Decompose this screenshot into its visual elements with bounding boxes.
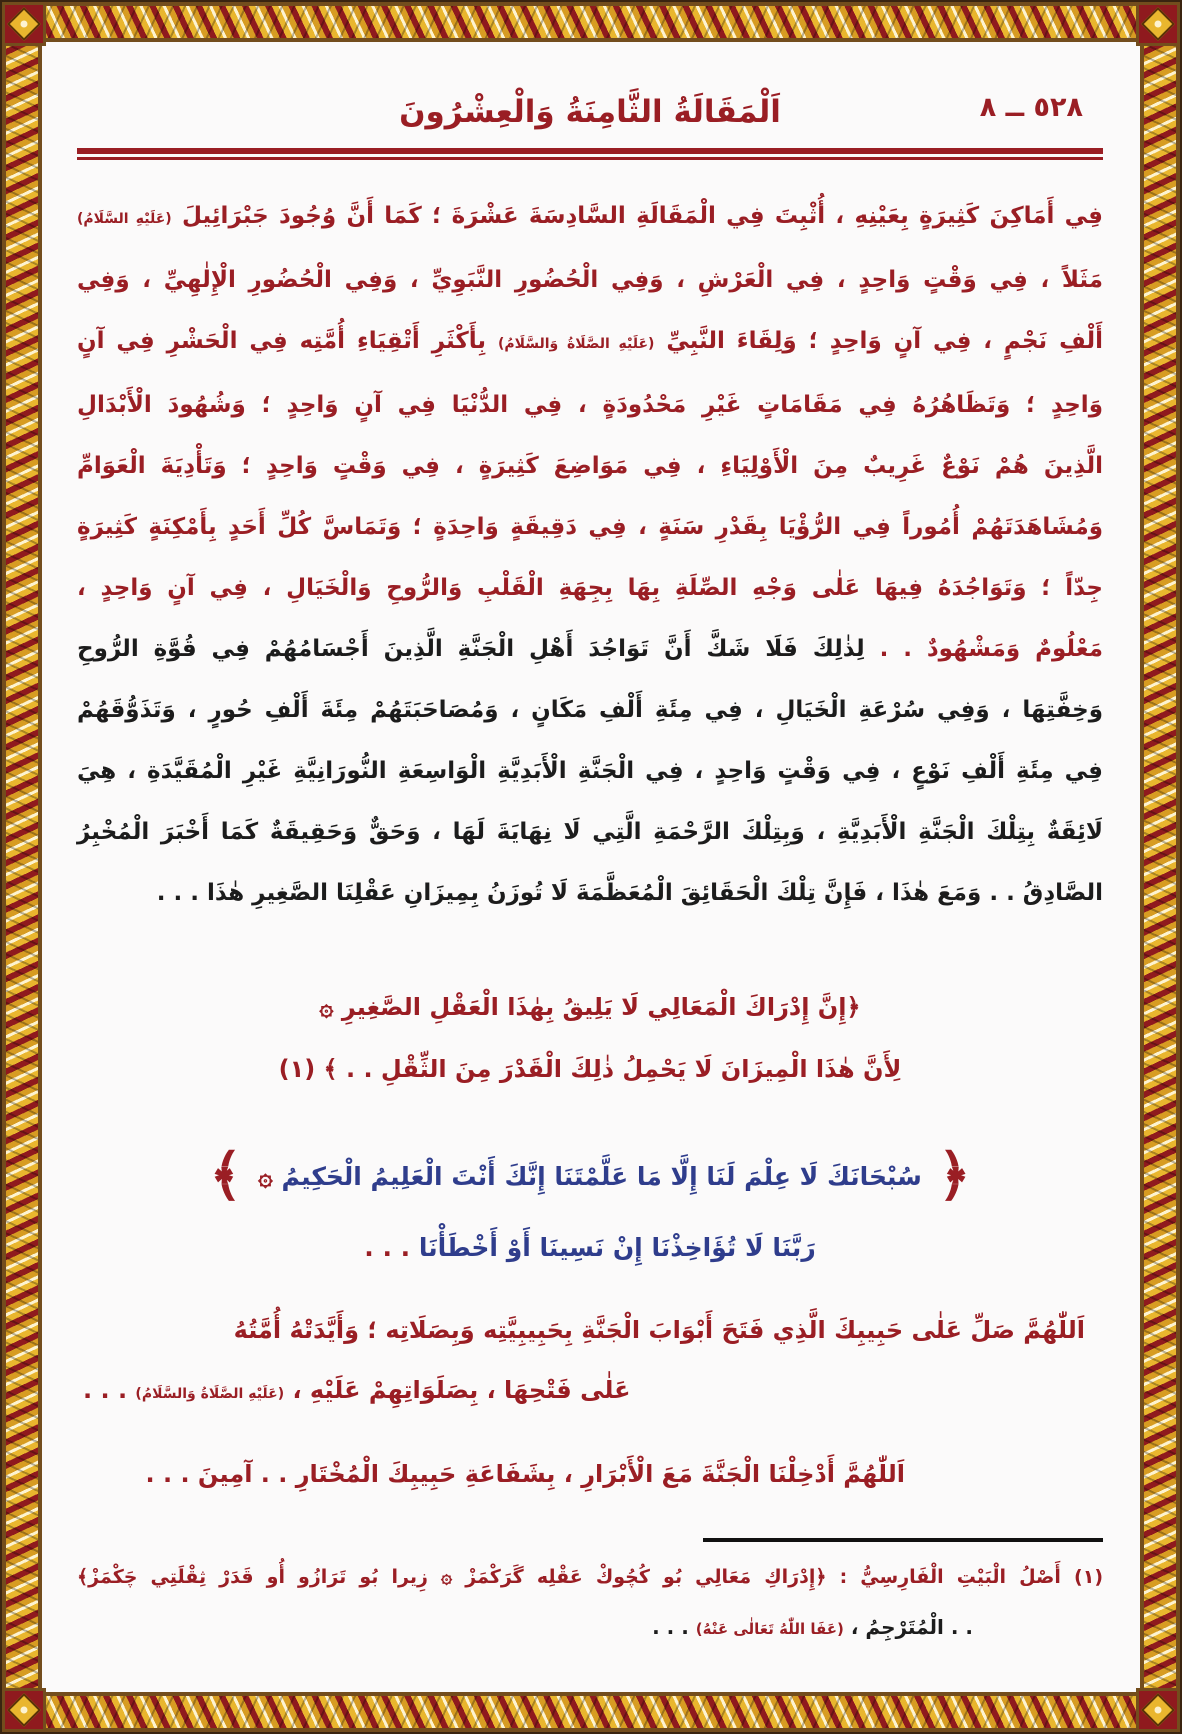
body-line: وَخِفَّتِهَا ، وَفِي سُرْعَةِ الْخَيَالِ ، فِي مِئَةِ أَلْفِ مَكَانٍ ، وَمُصَاحَبَتَهُمْ مِئَةَ أَلْفِ حُورٍ ، وَتَذَوُّقَهُمْ: [77, 697, 1103, 723]
body-line: لَائِقَةٌ بِتِلْكَ الْجَنَّةِ الْأَبَدِيَّةِ ، وَبِتِلْكَ الرَّحْمَةِ الَّتِي لَا نِهَايَةَ لَهَا ، وَحَقٌّ وَحَقِيقَةٌ كَمَا أَخْبَرَ الْمُخْبِرُ: [77, 819, 1103, 845]
body-line-black-segment: لِذٰلِكَ فَلَا شَكَّ أَنَّ تَوَاجُدَ أَهْلِ الْجَنَّةِ الَّذِينَ أَجْسَامُهُمْ فِي قُوَّةِ الرُّوحِ: [77, 636, 865, 662]
border-top-braid: [2, 2, 1180, 42]
honorific-seal: (عَلَيْهِ الصَّلَاةُ وَالسَّلَامُ): [135, 1386, 285, 1402]
dua-line-text: عَلٰى فَتْحِهَا ، بِصَلَوَاتِهِمْ عَلَيْهِ ،: [292, 1376, 631, 1404]
verse-couplet: [77, 976, 1103, 1100]
body-line: جِدّاً ؛ وَتَوَاجُدَهُ فِيهَا عَلٰى وَجْهِ الصِّلَةِ بِهَا بِجِهَةِ الْقَلْبِ وَالرُّوحِ وَالْخَيَالِ ، فِي آنٍ وَاحِدٍ ،: [77, 575, 1103, 601]
ornate-bracket-open-icon: ﴿: [937, 1143, 971, 1208]
ellipsis-dots: . . .: [652, 1615, 689, 1639]
border-left-braid: [2, 2, 42, 1732]
page-number: ٥٢٨ ــ ٨: [979, 92, 1083, 123]
body-line: وَاحِدٍ ؛ وَتَظَاهُرُهُ فِي مَقَامَاتٍ غَيْرِ مَحْدُودَةٍ ، فِي الدُّنْيَا فِي آنٍ وَاحِدٍ ؛ وَشُهُودَ الْأَبْدَالِ: [77, 392, 1103, 418]
quran-verse-words: سُبْحَانَكَ لَا عِلْمَ لَنَا إِلَّا مَا عَلَّمْتَنَا إِنَّكَ أَنْتَ الْعَلِيمُ الْحَكِيمُ: [281, 1161, 922, 1191]
body-line-text: أَلْفِ نَجْمٍ ، فِي آنٍ وَاحِدٍ ؛ وَلِقَاءَ النَّبِيِّ: [666, 328, 1103, 354]
quran-section: [77, 1140, 1103, 1276]
corner-rosette-icon: [2, 2, 46, 46]
body-paragraph: [77, 186, 1103, 924]
quran-verse-row: [77, 1140, 1103, 1212]
couplet-line: لِأَنَّ هٰذَا الْمِيزَانَ لَا يَحْمِلُ ذٰلِكَ الْقَدْرَ مِنَ الثِّقْلِ . . ﴾ (١): [278, 1055, 902, 1083]
ellipsis-dots: . . .: [364, 1233, 411, 1262]
body-line-mixed: [77, 619, 1103, 680]
body-line: مَثَلاً ، فِي وَقْتٍ وَاحِدٍ ، فِي الْعَرْشِ ، وَفِي الْحُضُورِ النَّبَوِيِّ ، وَفِي الْحُضُورِ الْإِلٰهِيِّ ، وَفِي: [77, 267, 1103, 293]
footnote-separator: [703, 1538, 1103, 1542]
footnote-text: . . الْمُتَرْجِمُ ،: [850, 1615, 973, 1639]
honorific-seal: (عَلَيْهِ السَّلَامُ): [77, 211, 172, 227]
corner-rosette-icon: [2, 1688, 46, 1732]
footnote-line: [77, 1604, 1103, 1652]
dua-line: اَللّٰهُمَّ صَلِّ عَلٰى حَبِيبِكَ الَّذِي فَتَحَ أَبْوَابَ الْجَنَّةِ بِحَبِيبِيَّتِه وَبِصَلَاتِه ؛ وَأَيَّدَتْهُ أُمَّتُهُ: [233, 1316, 1085, 1344]
body-line: وَمُشَاهَدَتَهُمْ أُمُوراً فِي الرُّؤْيَا بِقَدْرِ سَنَةٍ ، فِي دَقِيقَةٍ وَاحِدَةٍ ؛ وَتَمَاسَّ كُلِّ أَحَدٍ بِأَمْكِنَةٍ كَثِيرَةٍ: [77, 514, 1103, 540]
corner-rosette-icon: [1136, 1688, 1180, 1732]
body-line-text: فِي أَمَاكِنَ كَثِيرَةٍ بِعَيْنِهِ ، أُثْبِتَ فِي الْمَقَالَةِ السَّادِسَةَ عَشْرَةَ ؛ كَمَا أَنَّ وُجُودَ جَبْرَائِيلَ: [182, 203, 1103, 229]
dua-paragraph: [77, 1300, 1103, 1424]
ornate-bracket-close-icon: ﴾: [209, 1143, 243, 1208]
quran-verse-words: رَبَّنَا لَا تُؤَاخِذْنَا إِنْ نَسِينَا أَوْ أَخْطَأْنَا: [418, 1233, 816, 1262]
quran-verse-text: [258, 1162, 922, 1191]
dua-line: [77, 1360, 1103, 1424]
body-line-red-segment: مَعْلُومٌ وَمَشْهُودٌ . .: [879, 636, 1103, 662]
honorific-seal: (عَلَيْهِ الصَّلَاةُ وَالسَّلَامُ): [497, 336, 655, 352]
page-header: [77, 86, 1103, 138]
body-line: [77, 311, 1103, 375]
rub-el-hizb-icon: ۞: [258, 1161, 273, 1191]
body-line: الَّذِينَ هُمْ نَوْعٌ غَرِيبٌ مِنَ الْأَوْلِيَاءِ ، فِي مَوَاضِعَ كَثِيرَةٍ ، فِي وَقْتٍ وَاحِدٍ ؛ وَتَأْدِيَةَ الْعَوَامِّ: [77, 453, 1103, 479]
body-line: [77, 186, 1103, 250]
corner-rosette-icon: [1136, 2, 1180, 46]
body-line: الصَّادِقُ . . وَمَعَ هٰذَا ، فَإِنَّ تِلْكَ الْحَقَائِقَ الْمُعَظَّمَةَ لَا تُوزَنُ بِمِيزَانِ عَقْلِنَا الصَّغِيرِ هٰذَا . . .: [156, 880, 1103, 906]
footnote-line: (١) أَصْلُ الْبَيْتِ الْفَارِسِيُّ : ﴿إِدْرَاكِ مَعَالِي بُو كُچُوكْ عَقْلِه گَرَكْمَزْ ۞ زِيرا بُو تَرَازُو أُو قَدَرْ ثِقْلَتِي چَكْمَزْ﴾: [77, 1566, 1103, 1588]
chapter-title: اَلْمَقَالَةُ الثَّامِنَةُ وَالْعِشْرُونَ: [399, 94, 781, 130]
quran-verse-line2: [77, 1220, 1103, 1276]
body-line: فِي مِئَةِ أَلْفِ نَوْعٍ ، فِي وَقْتٍ وَاحِدٍ ، فِي الْجَنَّةِ الْأَبَدِيَّةِ الْوَاسِعَةِ النُّورَانِيَّةِ غَيْرِ الْمُقَيَّدَةِ ، هِيَ: [77, 758, 1103, 784]
ellipsis-dots: . . .: [83, 1376, 128, 1404]
honorific-seal: (عَفَا اللّٰهُ تَعَالٰى عَنْهُ): [695, 1620, 844, 1638]
border-right-braid: [1140, 2, 1180, 1732]
body-line-text: بِأَكْثَرِ أَتْقِيَاءِ أُمَّتِه فِي الْحَشْرِ فِي آنٍ: [77, 328, 487, 354]
couplet-line: ﴿إِنَّ إِدْرَاكَ الْمَعَالِي لَا يَلِيقُ بِهٰذَا الْعَقْلِ الصَّغِيرِ ۞: [319, 993, 861, 1021]
amin-line: اَللّٰهُمَّ أَدْخِلْنَا الْجَنَّةَ مَعَ الْأَبْرَارِ ، بِشَفَاعَةِ حَبِيبِكَ الْمُخْتَارِ . . آمِينَ . . .: [145, 1460, 905, 1488]
border-bottom-braid: [2, 1692, 1180, 1732]
header-divider: [77, 148, 1103, 160]
page-content: [77, 42, 1103, 1692]
